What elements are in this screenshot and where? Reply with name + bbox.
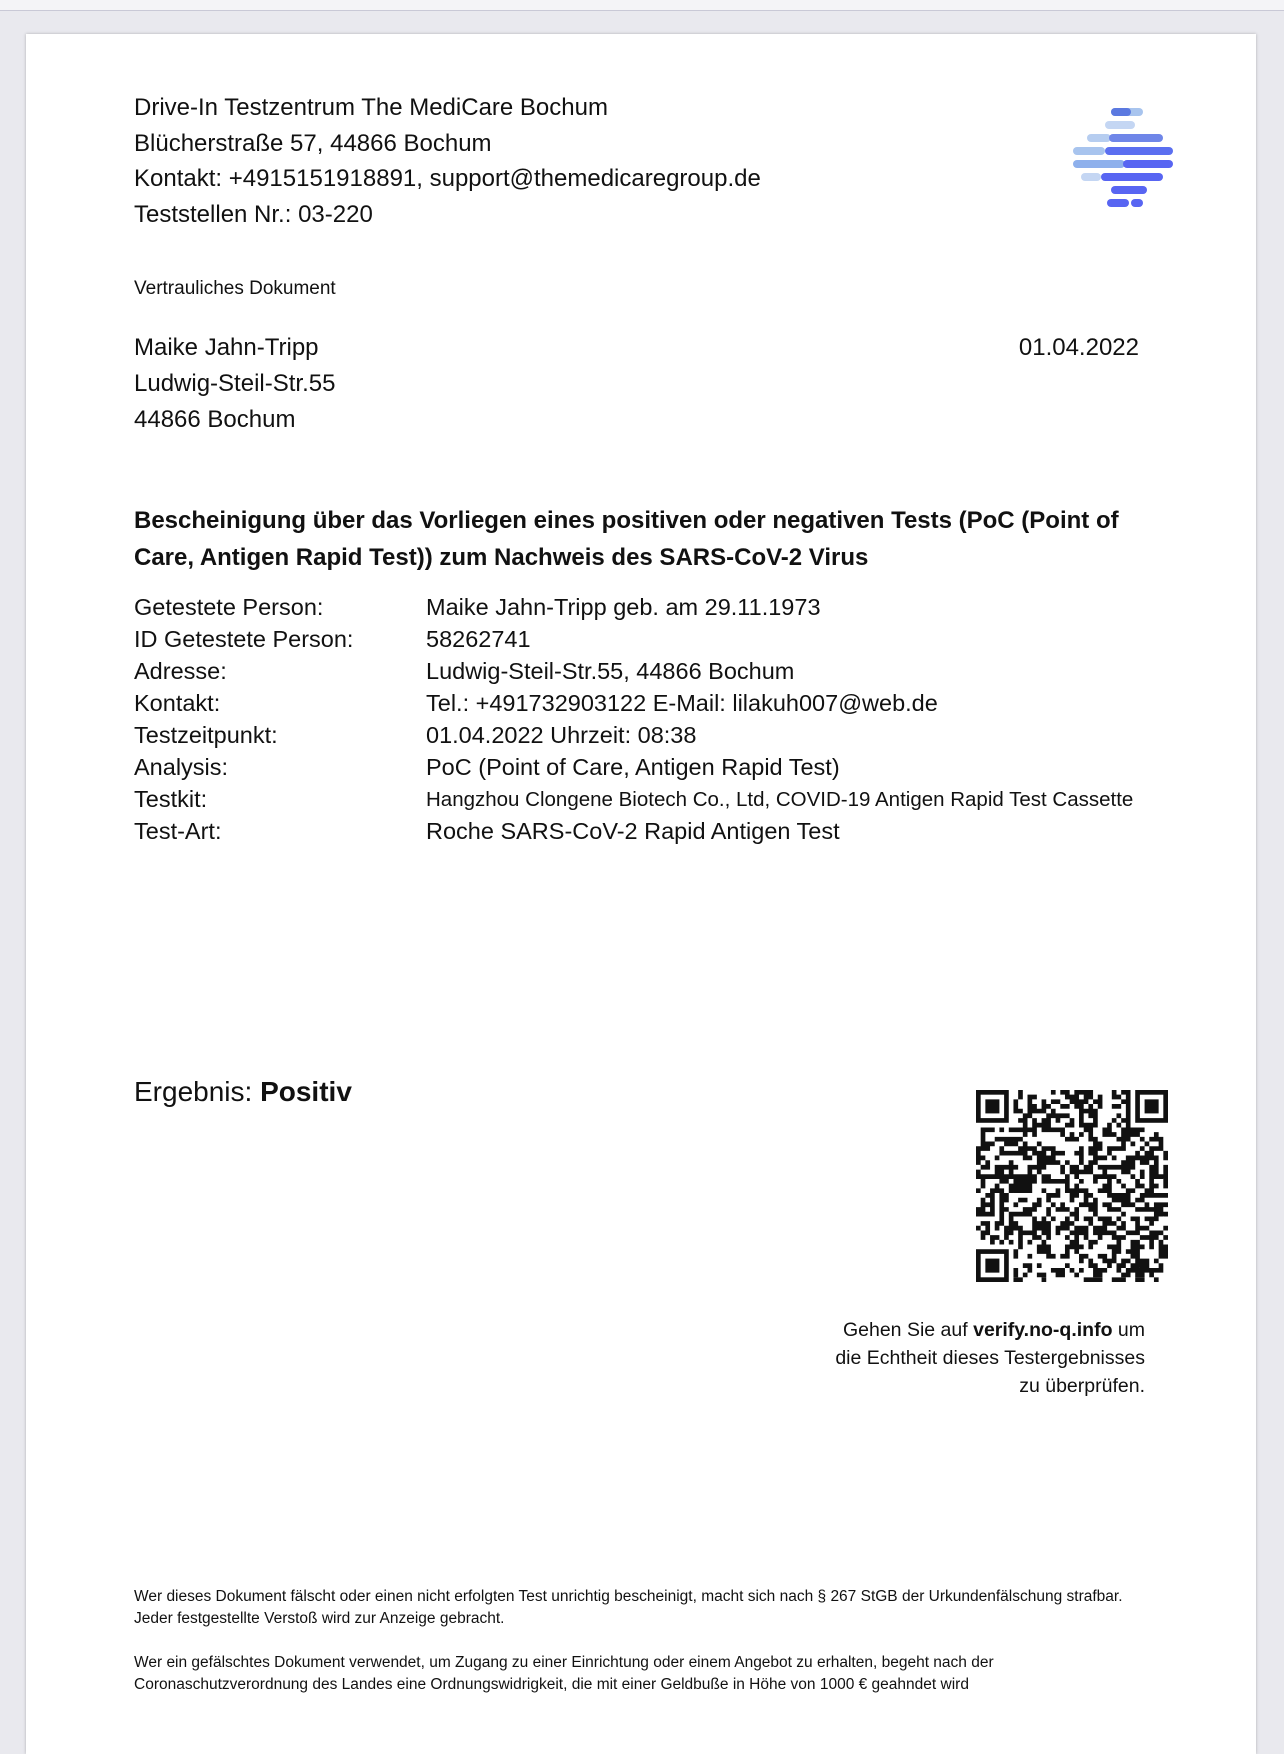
document-page	[26, 34, 1256, 1754]
qr-code-icon[interactable]	[976, 1090, 1168, 1282]
detail-label: Test-Art:	[134, 818, 222, 844]
qr-finder-center	[985, 1259, 999, 1273]
recipient-street: Ludwig-Steil-Str.55	[134, 370, 336, 397]
detail-label: Analysis:	[134, 754, 229, 780]
detail-value: PoC (Point of Care, Antigen Rapid Test)	[426, 754, 840, 780]
issuer-block	[134, 90, 761, 232]
footer-legal-2: Wer ein gefälschtes Dokument verwendet, um Zugang zu einer Einrichtung oder einem Angebot zu erhalten, begeht nach der Coronaschutzverordnung des Landes eine Ordnungswidrigkeit, die mit einer Geldbuße in Höhe von 1000 € geahndet wird	[134, 1654, 994, 1693]
detail-value: Ludwig-Steil-Str.55, 44866 Bochum	[426, 658, 795, 684]
document-date: 01.04.2022	[1018, 334, 1139, 361]
recipient-block	[134, 330, 335, 438]
detail-value: 58262741	[426, 626, 531, 652]
detail-value: Hangzhou Clongene Biotech Co., Ltd, COVID-19 Antigen Rapid Test Cassette	[426, 788, 1134, 811]
result-value: Positiv	[260, 1076, 352, 1107]
document-title: Bescheinigung über das Vorliegen eines positiven oder negativen Tests (PoC (Point of Care, Antigen Rapid Test)) zum Nachweis des SARS-CoV-2 Virus	[134, 507, 1119, 571]
detail-value: Maike Jahn-Tripp geb. am 29.11.1973	[426, 594, 821, 620]
issuer-name: Drive-In Testzentrum The MediCare Bochum	[134, 94, 608, 121]
recipient-city: 44866 Bochum	[134, 406, 296, 433]
result-line	[134, 1076, 352, 1108]
footer-legal-1: Wer dieses Dokument fälscht oder einen nicht erfolgten Test unrichtig bescheinigt, macht sich nach § 267 StGB der Urkundenfälschung strafbar. Jeder festgestellte Verstoß wird zur Anzeige gebracht.	[134, 1588, 1123, 1627]
verify-line-1	[745, 1316, 1145, 1344]
viewer-top-bar	[0, 0, 1284, 11]
verify-url[interactable]: verify.no-q.info	[973, 1319, 1113, 1341]
verify-line-3: zu überprüfen.	[1019, 1375, 1145, 1397]
recipient-name: Maike Jahn-Tripp	[134, 334, 319, 361]
detail-label: Adresse:	[134, 658, 227, 684]
medicare-logo-icon	[1051, 104, 1176, 219]
issuer-contact: Kontakt: +4915151918891, support@themedicaregroup.de	[134, 165, 761, 192]
detail-value: Tel.: +491732903122 E-Mail: lilakuh007@web.de	[426, 690, 938, 716]
detail-label: Getestete Person:	[134, 594, 324, 620]
verify-suffix: um	[1117, 1319, 1145, 1341]
issuer-street: Blücherstraße 57, 44866 Bochum	[134, 129, 492, 157]
detail-label: Kontakt:	[134, 690, 221, 716]
result-label: Ergebnis:	[134, 1076, 253, 1107]
detail-value: Roche SARS-CoV-2 Rapid Antigen Test	[426, 818, 840, 844]
confidential-label: Vertrauliches Dokument	[134, 278, 336, 299]
detail-label: Testkit:	[134, 786, 208, 812]
verify-prefix: Gehen Sie auf	[842, 1319, 968, 1341]
detail-label: ID Getestete Person:	[134, 626, 354, 652]
detail-value: 01.04.2022 Uhrzeit: 08:38	[426, 722, 697, 748]
qr-finder-center	[1145, 1099, 1159, 1113]
issuer-station: Teststellen Nr.: 03-220	[134, 200, 373, 228]
qr-finder-center	[985, 1099, 999, 1113]
detail-label: Testzeitpunkt:	[134, 722, 278, 748]
verify-line-2: die Echtheit dieses Testergebnisses	[835, 1347, 1145, 1369]
verify-note	[745, 1316, 1145, 1400]
